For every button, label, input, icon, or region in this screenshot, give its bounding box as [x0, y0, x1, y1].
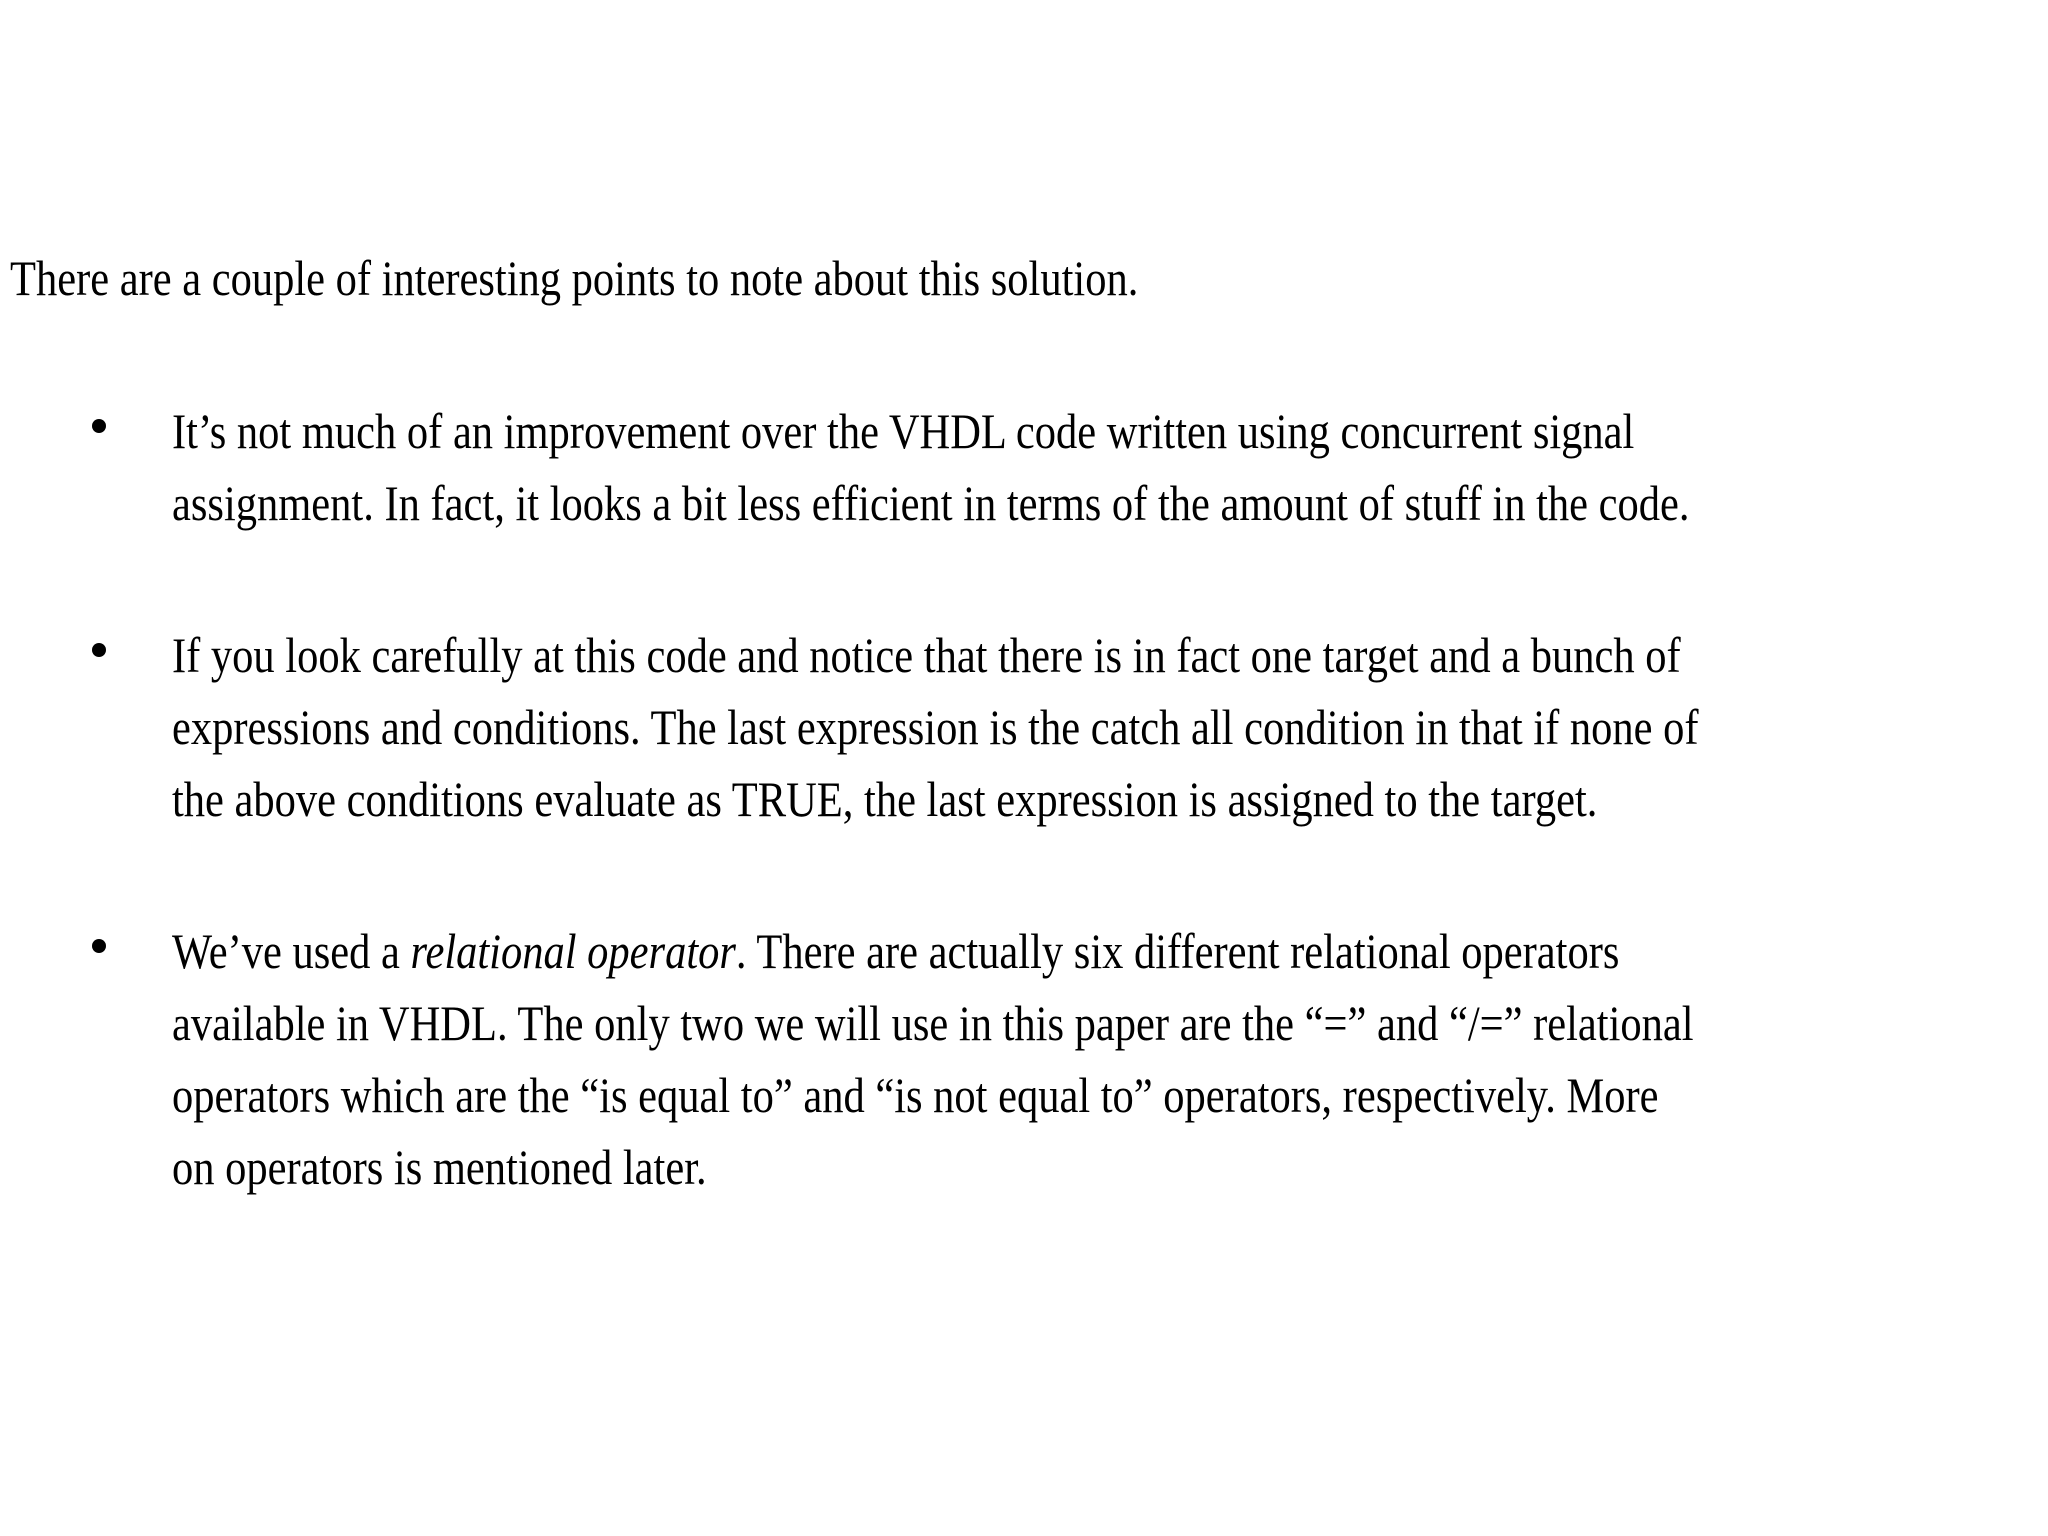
- text-segment: . There are actually six different relational operators: [735, 923, 1620, 979]
- text-line: on operators is mentioned later.: [172, 1139, 707, 1195]
- bullet-icon: [92, 419, 106, 433]
- intro-paragraph: There are a couple of interesting points to note about this solution.: [10, 250, 1139, 306]
- bullet-icon: [92, 939, 106, 953]
- text-line: the above conditions evaluate as TRUE, the last expression is assigned to the target.: [172, 771, 1598, 827]
- bullet-icon: [92, 643, 106, 657]
- bullet-list: [0, 395, 2048, 1283]
- text-line: [172, 915, 2048, 987]
- bullet-text-1: [172, 395, 2048, 539]
- bullet-text-2: [172, 619, 2048, 835]
- bullet-item-2: [0, 619, 2048, 835]
- text-line: If you look carefully at this code and notice that there is in fact one target and a bunch of: [172, 627, 1681, 683]
- bullet-item-3: [0, 915, 2048, 1203]
- emphasized-term: relational operator: [410, 923, 736, 979]
- bullet-item-1: [0, 395, 2048, 539]
- text-line: expressions and conditions. The last expression is the catch all condition in that if none of: [172, 699, 1699, 755]
- text-line: operators which are the “is equal to” and “is not equal to” operators, respectively. More: [172, 1067, 1659, 1123]
- text-line: available in VHDL. The only two we will use in this paper are the “=” and “/=” relational: [172, 995, 1694, 1051]
- text-segment: We’ve used a: [172, 923, 411, 979]
- bullet-text-3: [172, 915, 2048, 1203]
- text-line: assignment. In fact, it looks a bit less efficient in terms of the amount of stuff in the code.: [172, 475, 1690, 531]
- text-line: It’s not much of an improvement over the VHDL code written using concurrent signal: [172, 403, 1635, 459]
